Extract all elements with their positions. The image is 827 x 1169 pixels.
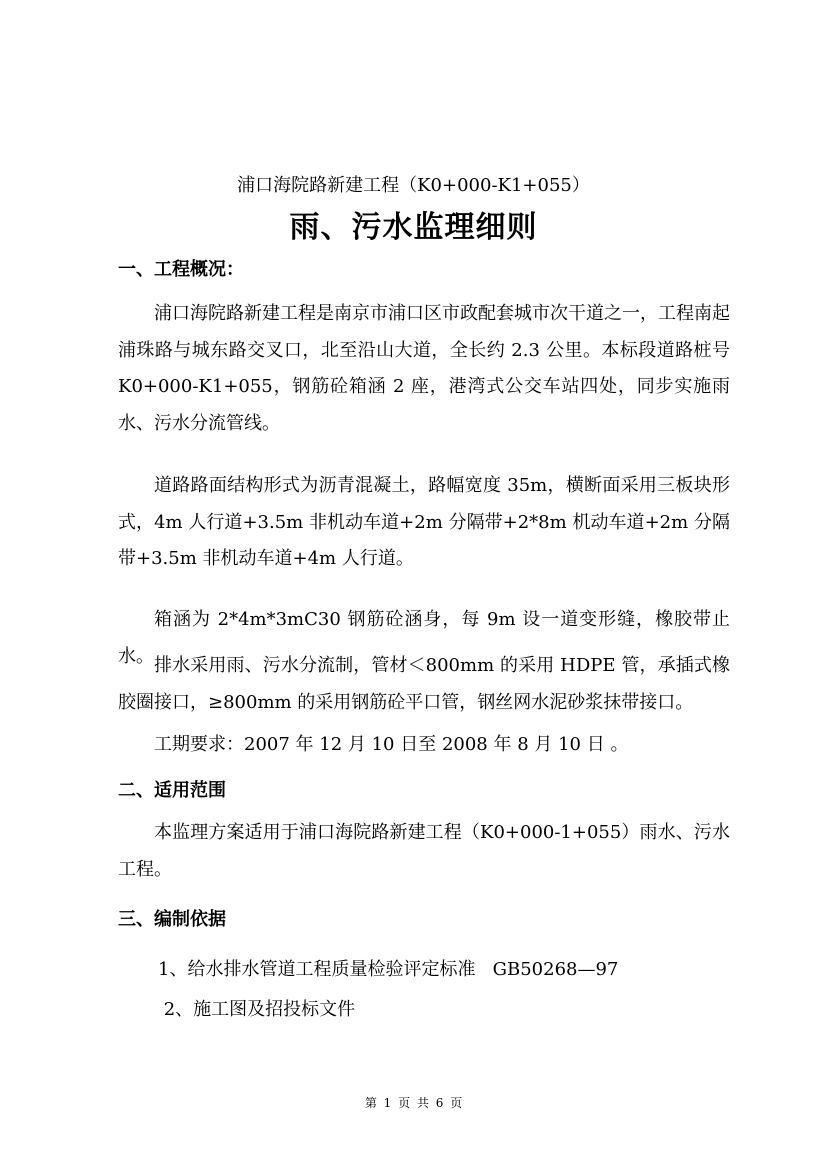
overview-paragraph-1: 浦口海院路新建工程是南京市浦口区市政配套城市次干道之一，工程南起浦珠路与城东路交叉口，北至沿山大道，全长约 2.3 公里。本标段道路桩号 K0+000-K1+055，钢筋砼箱涵 2 座，港湾式公交车站四处，同步实施雨水、污水分流管线。 (118, 303, 730, 434)
overview-paragraph-3: 箱涵为 2*4m*3mC30 钢筋砼涵身，每 9m 设一道变形缝，橡胶带止水。 (118, 609, 730, 667)
section-heading-scope: 二、适用范围 (118, 780, 226, 801)
basis-item-1: 1、给水排水管道工程质量检验评定标准 GB50268—97 (158, 959, 619, 980)
section-heading-basis: 三、编制依据 (118, 909, 226, 930)
basis-item-2: 2、施工图及招投标文件 (158, 999, 356, 1020)
section-heading-overview: 一、工程概况： (118, 259, 244, 280)
page-footer: 第 1 页 共 6 页 (364, 1096, 463, 1110)
overview-paragraph-2: 道路路面结构形式为沥青混凝土，路幅宽度 35m，横断面采用三板块形式，4m 人行道+3.5m 非机动车道+2m 分隔带+2*8m 机动车道+2m 分隔带+3.5m 非机动车道+4m 人行道。 (118, 475, 730, 569)
document-title: 雨、污水监理细则 (289, 210, 538, 245)
document-subtitle: 浦口海院路新建工程（K0+000-K1+055） (237, 175, 590, 196)
scope-paragraph: 本监理方案适用于浦口海院路新建工程（K0+000-1+055）雨水、污水工程。 (118, 822, 730, 880)
overview-paragraph-5: 工期要求：2007 年 12 月 10 日至 2008 年 8 月 10 日 。 (154, 734, 629, 755)
overview-paragraph-4: 排水采用雨、污水分流制，管材＜800mm 的采用 HDPE 管，承插式橡胶圈接口，≥800mm 的采用钢筋砼平口管，钢丝网水泥砂浆抹带接口。 (118, 655, 730, 713)
